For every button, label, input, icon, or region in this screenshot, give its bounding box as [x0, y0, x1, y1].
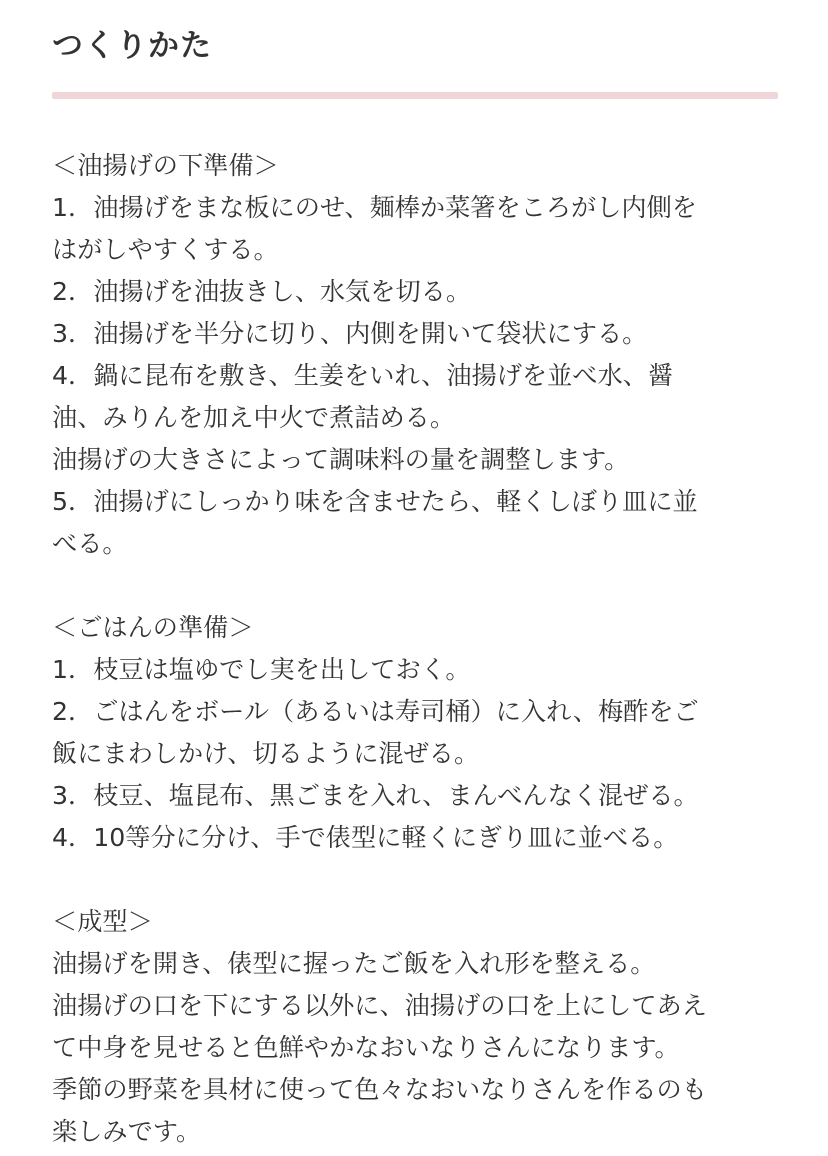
step-line: 5．油揚げにしっかり味を含ませたら、軽くしぼり皿に並	[52, 487, 698, 516]
step-line: 4．鍋に昆布を敷き、生姜をいれ、油揚げを並べ水、醤	[52, 361, 674, 390]
step-line: 2．油揚げを油抜きし、水気を切る。	[52, 277, 472, 306]
step-line: 油揚げの大きさによって調味料の量を調整します。	[52, 445, 630, 474]
page-title: つくりかた	[52, 28, 212, 64]
section-aburaage-prep	[52, 145, 778, 565]
step-line: 3．枝豆、塩昆布、黒ごまを入れ、まんべんなく混ぜる。	[52, 781, 699, 810]
step-line: て中身を見せると色鮮やかなおいなりさんになります。	[52, 1033, 680, 1062]
section-rice-prep	[52, 607, 778, 859]
title-underline-divider	[52, 92, 778, 99]
step-line: はがしやすくする。	[52, 235, 279, 264]
step-line: べる。	[52, 529, 128, 558]
steps-content	[52, 145, 778, 1153]
section-shaping	[52, 901, 778, 1153]
step-line: 季節の野菜を具材に使って色々なおいなりさんを作るのも	[52, 1075, 707, 1104]
step-line: 油揚げの口を下にする以外に、油揚げの口を上にしてあえ	[52, 991, 707, 1020]
step-line: 飯にまわしかけ、切るように混ぜる。	[52, 739, 480, 768]
step-line: 油、みりんを加え中火で煮詰める。	[52, 403, 455, 432]
step-line: 3．油揚げを半分に切り、内側を開いて袋状にする。	[52, 319, 648, 348]
step-line: 楽しみです。	[52, 1117, 202, 1146]
section-heading: ＜油揚げの下準備＞	[52, 151, 279, 180]
step-line: 1．枝豆は塩ゆでし実を出しておく。	[52, 655, 471, 684]
section-heading: ＜ごはんの準備＞	[52, 613, 254, 642]
section-heading: ＜成型＞	[52, 907, 153, 936]
step-line: 1．油揚げをまな板にのせ、麺棒か菜箸をころがし内側を	[52, 193, 697, 222]
step-line: 2．ごはんをボール（あるいは寿司桶）に入れ、梅酢をご	[52, 697, 699, 726]
step-line: 油揚げを開き、俵型に握ったご飯を入れ形を整える。	[52, 949, 656, 978]
step-line: 4．10等分に分け、手で俵型に軽くにぎり皿に並べる。	[52, 823, 679, 852]
